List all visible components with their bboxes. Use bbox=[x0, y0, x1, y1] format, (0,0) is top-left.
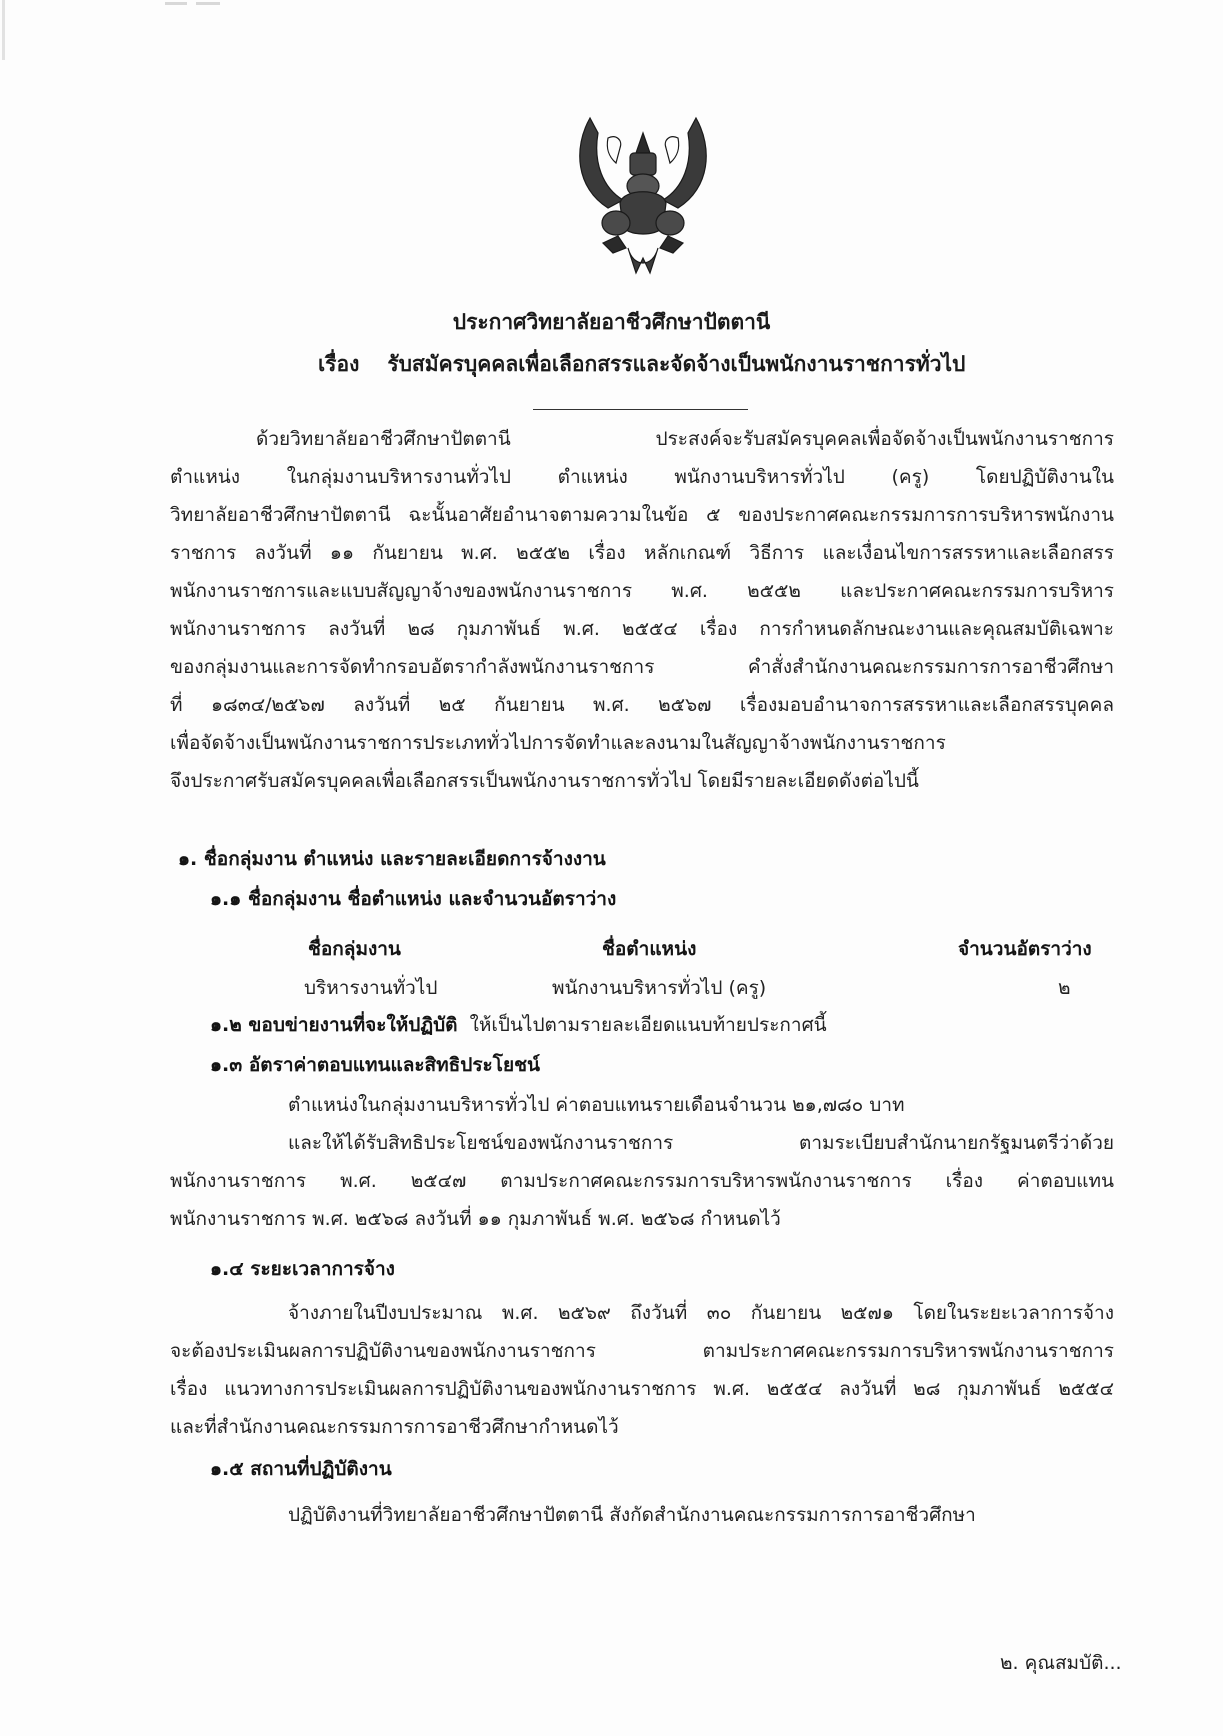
employment-period-line: เรื่อง แนวทางการประเมินผลการปฏิบัติงานของพนักงานราชการ พ.ศ. ๒๕๕๔ ลงวันที่ ๒๘ กุมภาพันธ์ ๒๕๕๔ bbox=[170, 1378, 1114, 1400]
employment-period-line: จะต้องประเมินผลการปฏิบัติงานของพนักงานราชการ ตามประกาศคณะกรรมการบริหารพนักงานราชการ bbox=[170, 1340, 1114, 1362]
table-cell-position: พนักงานบริหารทั่วไป (ครู) bbox=[552, 977, 767, 999]
section-1-2-heading: ๑.๒ ขอบข่ายงานที่จะให้ปฏิบัติ bbox=[210, 1014, 458, 1036]
intro-line: จึงประกาศรับสมัครบุคคลเพื่อเลือกสรรเป็นพนักงานราชการทั่วไป โดยมีรายละเอียดดังต่อไปนี้ bbox=[170, 770, 919, 792]
intro-line: ตำแหน่ง ในกลุ่มงานบริหารงานทั่วไป ตำแหน่ง พนักงานบริหารทั่วไป (ครู) โดยปฏิบัติงานใน bbox=[170, 466, 1114, 488]
compensation-line: พนักงานราชการ พ.ศ. ๒๕๔๗ ตามประกาศคณะกรรมการบริหารพนักงานราชการ เรื่อง ค่าตอบแทน bbox=[170, 1170, 1114, 1192]
section-1-3-heading: ๑.๓ อัตราค่าตอบแทนและสิทธิประโยชน์ bbox=[210, 1054, 540, 1076]
intro-line: ที่ ๑๘๓๔/๒๕๖๗ ลงวันที่ ๒๕ กันยายน พ.ศ. ๒๕๖๗ เรื่องมอบอำนาจการสรรหาและเลือกสรรบุคคล bbox=[170, 694, 1114, 716]
subject-text: รับสมัครบุคคลเพื่อเลือกสรรและจัดจ้างเป็นพนักงานราชการทั่วไป bbox=[387, 352, 966, 376]
section-1-2-text: ให้เป็นไปตามรายละเอียดแนบท้ายประกาศนี้ bbox=[469, 1014, 827, 1036]
employment-period-line: และที่สำนักงานคณะกรรมการการอาชีวศึกษากำหนดไว้ bbox=[170, 1416, 619, 1438]
workplace-text: ปฏิบัติงานที่วิทยาลัยอาชีวศึกษาปัตตานี สังกัดสำนักงานคณะกรรมการการอาชีวศึกษา bbox=[288, 1504, 976, 1526]
page-continuation: ๒. คุณสมบัติ... bbox=[1000, 1652, 1122, 1674]
intro-line: เพื่อจัดจ้างเป็นพนักงานราชการประเภททั่วไปการจัดทำและลงนามในสัญญาจ้างพนักงานราชการ bbox=[170, 732, 946, 754]
intro-line: พนักงานราชการ ลงวันที่ ๒๘ กุมภาพันธ์ พ.ศ. ๒๕๕๔ เรื่อง การกำหนดลักษณะงานและคุณสมบัติเฉพาะ bbox=[170, 618, 1114, 640]
title-divider bbox=[533, 409, 748, 410]
compensation-line: พนักงานราชการ พ.ศ. ๒๕๖๘ ลงวันที่ ๑๑ กุมภาพันธ์ พ.ศ. ๒๕๖๘ กำหนดไว้ bbox=[170, 1208, 781, 1230]
intro-line: พนักงานราชการและแบบสัญญาจ้างของพนักงานราชการ พ.ศ. ๒๕๕๒ และประกาศคณะกรรมการบริหาร bbox=[170, 580, 1114, 602]
announcement-subject bbox=[318, 348, 965, 381]
compensation-line: ตำแหน่งในกลุ่มงานบริหารทั่วไป ค่าตอบแทนรายเดือนจำนวน ๒๑,๗๘๐ บาท bbox=[288, 1094, 905, 1116]
table-cell-vacancies: ๒ bbox=[1058, 977, 1071, 999]
subject-label: เรื่อง bbox=[318, 352, 360, 376]
intro-line: ราชการ ลงวันที่ ๑๑ กันยายน พ.ศ. ๒๕๕๒ เรื่อง หลักเกณฑ์ วิธีการ และเงื่อนไขการสรรหาและเลือกสรร bbox=[170, 542, 1114, 564]
scan-smudge bbox=[165, 2, 187, 5]
employment-period-line: จ้างภายในปีงบประมาณ พ.ศ. ๒๕๖๙ ถึงวันที่ ๓๐ กันยายน ๒๕๗๑ โดยในระยะเวลาการจ้าง bbox=[288, 1302, 1114, 1324]
section-1-1-heading: ๑.๑ ชื่อกลุ่มงาน ชื่อตำแหน่ง และจำนวนอัตราว่าง bbox=[210, 888, 617, 910]
section-1-2 bbox=[210, 1012, 827, 1038]
table-header-group: ชื่อกลุ่มงาน bbox=[308, 938, 401, 960]
section-1-5-heading: ๑.๕ สถานที่ปฏิบัติงาน bbox=[210, 1458, 392, 1480]
table-header-vacancies: จำนวนอัตราว่าง bbox=[958, 938, 1092, 960]
scan-edge-mark bbox=[2, 0, 5, 60]
table-header-position: ชื่อตำแหน่ง bbox=[602, 938, 697, 960]
scan-smudge bbox=[196, 2, 220, 5]
section-1-4-heading: ๑.๔ ระยะเวลาการจ้าง bbox=[210, 1258, 395, 1280]
garuda-emblem-icon bbox=[568, 108, 718, 278]
table-cell-group: บริหารงานทั่วไป bbox=[304, 977, 438, 999]
announcement-title: ประกาศวิทยาลัยอาชีวศึกษาปัตตานี bbox=[452, 310, 771, 334]
intro-line: ด้วยวิทยาลัยอาชีวศึกษาปัตตานี ประสงค์จะรับสมัครบุคคลเพื่อจัดจ้างเป็นพนักงานราชการ bbox=[256, 428, 1114, 450]
intro-line: วิทยาลัยอาชีวศึกษาปัตตานี ฉะนั้นอาศัยอำนาจตามความในข้อ ๕ ของประกาศคณะกรรมการการบริหารพนักงาน bbox=[170, 504, 1114, 526]
section-1-heading: ๑. ชื่อกลุ่มงาน ตำแหน่ง และรายละเอียดการจ้างงาน bbox=[178, 848, 606, 870]
intro-line: ของกลุ่มงานและการจัดทำกรอบอัตรากำลังพนักงานราชการ คำสั่งสำนักงานคณะกรรมการการอาชีวศึกษา bbox=[170, 656, 1114, 678]
compensation-line: และให้ได้รับสิทธิประโยชน์ของพนักงานราชการ ตามระเบียบสำนักนายกรัฐมนตรีว่าด้วย bbox=[288, 1132, 1114, 1154]
